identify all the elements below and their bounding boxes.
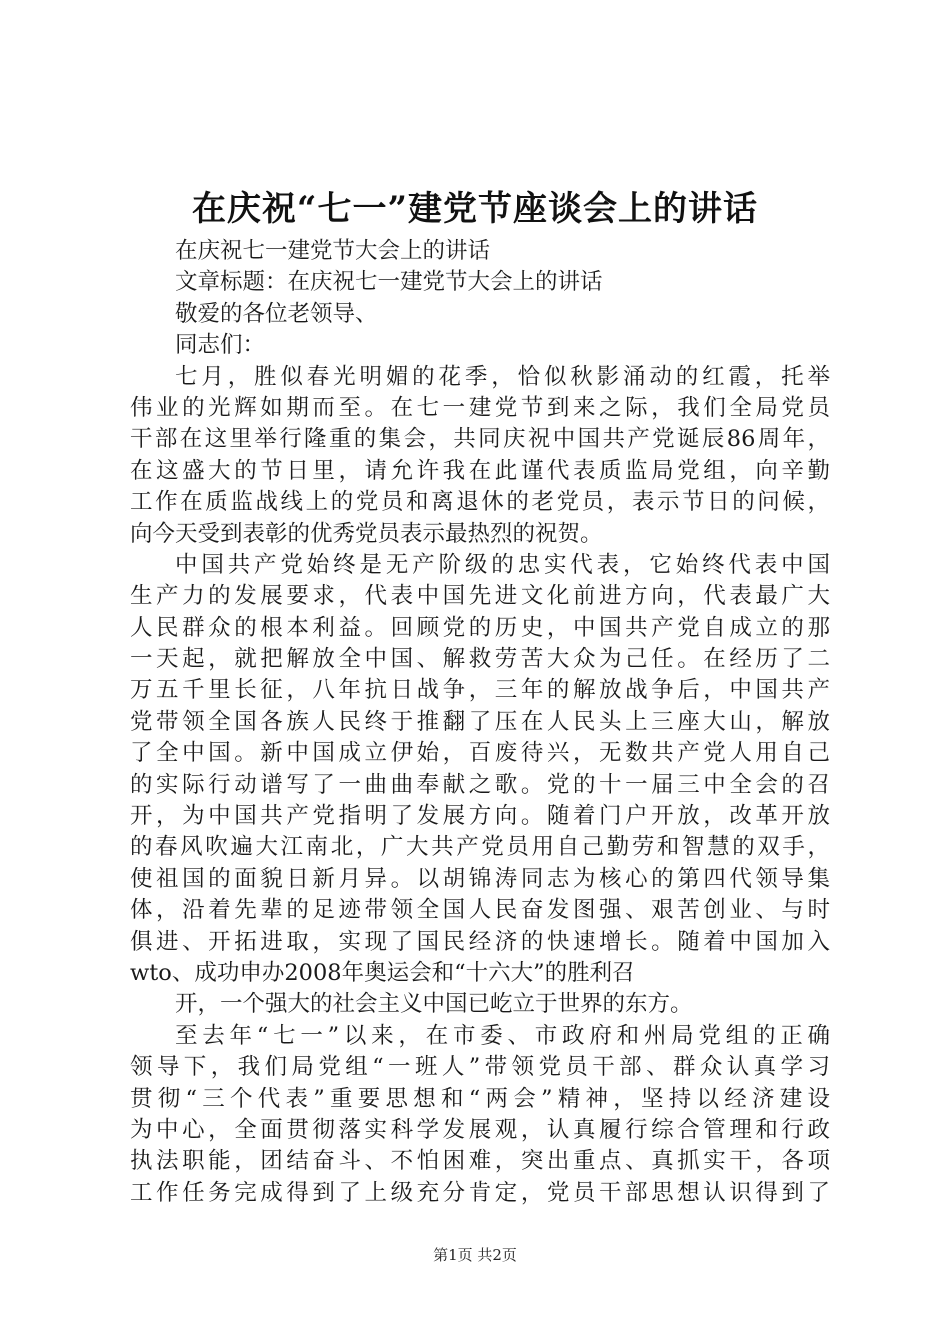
body-line: 万五千里长征，八年抗日战争，三年的解放战争后，中国共产: [130, 677, 830, 704]
body-line: 在这盛大的节日里，请允许我在此谨代表质监局党组，向辛勤: [130, 457, 830, 484]
subtitle-line: 在庆祝七一建党节大会上的讲话: [175, 238, 491, 264]
body-line: 执法职能，团结奋斗、不怕困难，突出重点、真抓实干，各项: [130, 1148, 830, 1175]
body-line: 领导下，我们局党组“一班人”带领党员干部、群众认真学习: [130, 1054, 830, 1081]
document-title: 在庆祝“七一”建党节座谈会上的讲话: [191, 189, 759, 229]
page-footer: 第1页 共2页: [433, 1246, 517, 1264]
body-line: 开，为中国共产党指明了发展方向。随着门户开放，改革开放: [130, 803, 830, 830]
body-line: 开，一个强大的社会主义中国已屹立于世界的东方。: [175, 991, 693, 1018]
article-title-line: 文章标题：在庆祝七一建党节大会上的讲话: [175, 269, 603, 296]
body-line: 伟业的光辉如期而至。在七一建党节到来之际，我们全局党员: [130, 394, 830, 421]
body-line: 工作在质监战线上的党员和离退休的老党员，表示节日的问候，: [130, 489, 830, 516]
body-line: 一天起，就把解放全中国、解救劳苦大众为己任。在经历了二: [130, 646, 830, 673]
body-line: 工作任务完成得到了上级充分肯定，党员干部思想认识得到了: [130, 1179, 830, 1206]
body-line: 向今天受到表彰的优秀党员表示最热烈的祝贺。: [130, 520, 603, 547]
body-line: 的实际行动谱写了一曲曲奉献之歌。党的十一届三中全会的召: [130, 771, 830, 798]
body-line: 干部在这里举行隆重的集会，共同庆祝中国共产党诞辰86周年，: [130, 426, 830, 453]
body-line: 七月，胜似春光明媚的花季，恰似秋影涌动的红霞，托举: [175, 363, 830, 390]
body-line: 贯彻“三个代表”重要思想和“两会”精神，坚持以经济建设: [130, 1085, 830, 1112]
body-line: 的春风吹遍大江南北，广大共产党员用自己勤劳和智慧的双手，: [130, 834, 830, 861]
body-line: 为中心，全面贯彻落实科学发展观，认真履行综合管理和行政: [130, 1116, 830, 1143]
salutation-line: 敬爱的各位老领导、: [175, 300, 378, 327]
body-line: 使祖国的面貌日新月异。以胡锦涛同志为核心的第四代领导集: [130, 865, 830, 892]
salutation-line: 同志们：: [175, 332, 266, 359]
body-line: 至去年“七一”以来，在市委、市政府和州局党组的正确: [175, 1022, 830, 1049]
body-line: 生产力的发展要求，代表中国先进文化前进方向，代表最广大: [130, 583, 830, 610]
body-line: 体，沿着先辈的足迹带领全国人民奋发图强、艰苦创业、与时: [130, 897, 830, 924]
body-line: 中国共产党始终是无产阶级的忠实代表，它始终代表中国: [175, 551, 830, 578]
body-line: 了全中国。新中国成立伊始，百废待兴，无数共产党人用自己: [130, 740, 830, 767]
document-body: [130, 236, 830, 1209]
body-line: wto、成功申办2008年奥运会和“十六大”的胜利召: [130, 959, 635, 986]
body-line: 人民群众的根本利益。回顾党的历史，中国共产党自成立的那: [130, 614, 830, 641]
body-line: 俱进、开拓进取，实现了国民经济的快速增长。随着中国加入: [130, 928, 830, 955]
body-line: 党带领全国各族人民终于推翻了压在人民头上三座大山，解放: [130, 708, 830, 735]
